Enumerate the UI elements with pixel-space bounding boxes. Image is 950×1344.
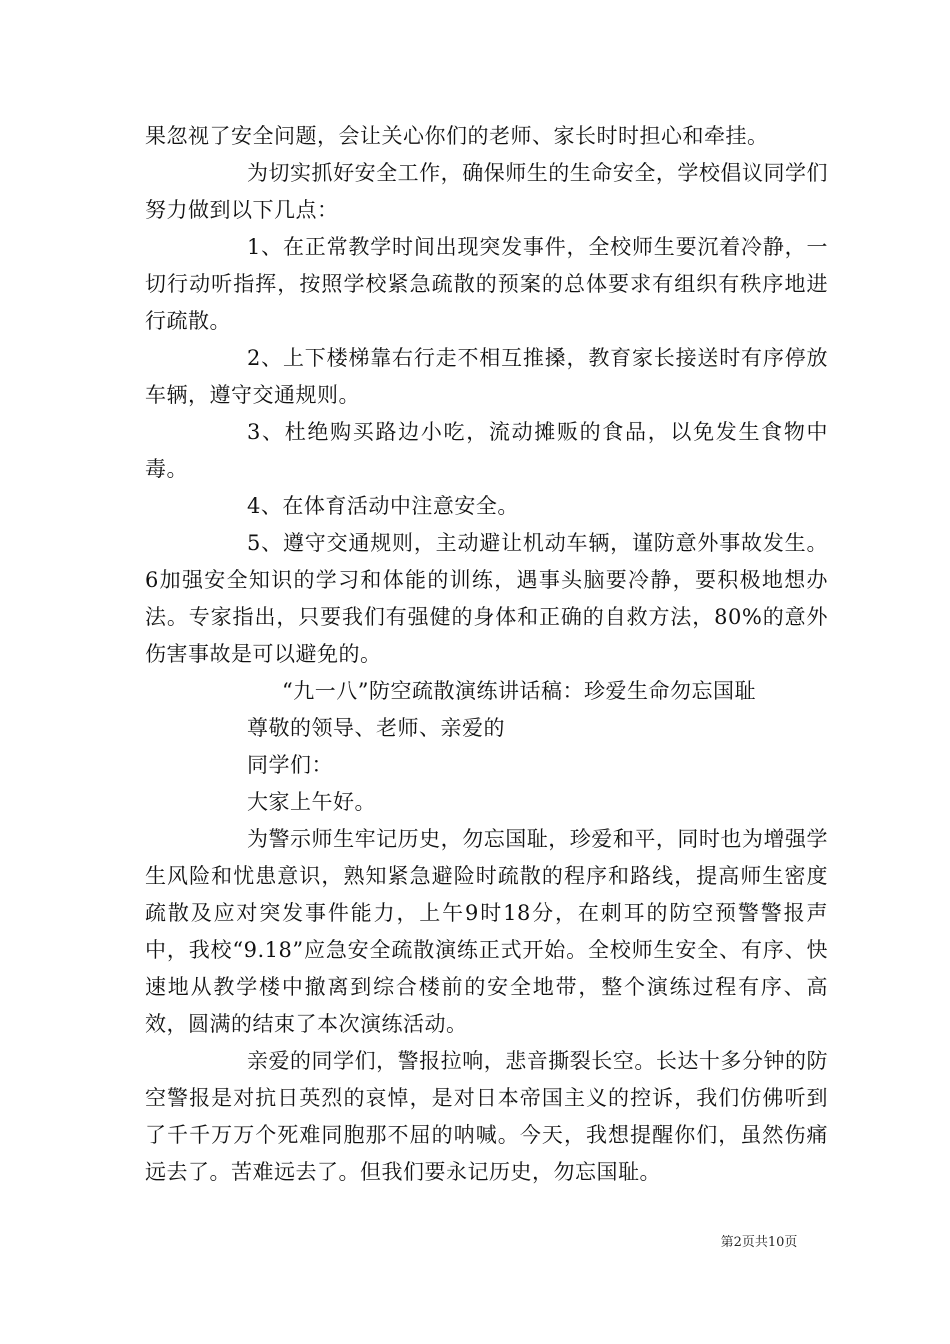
paragraph-item-4: 4、在体育活动中注意安全。 <box>247 494 519 518</box>
document-body <box>145 118 828 1191</box>
speech-paragraph-2: 亲爱的同学们，警报拉响，悲音撕裂长空。长达十多分钟的防空警报是对抗日英烈的哀悼，是对日本帝国主义的控诉，我们仿佛听到了千千万万个死难同胞那不屈的呐喊。今天，我想提醒你们，虽然伤痛远去了。苦难远去了。但我们要永记历史，勿忘国耻。 <box>145 1049 828 1184</box>
paragraph-item-3: 3、杜绝购买路边小吃，流动摊贩的食品，以免发生食物中毒。 <box>145 420 828 481</box>
page-footer <box>0 1231 950 1250</box>
page-number-label: 第2页共10页 <box>720 1235 798 1250</box>
paragraph-item-5: 5、遵守交通规则，主动避让机动车辆，谨防意外事故发生。6加强安全知识的学习和体能的训练，遇事头脑要冷静，要积极地想办法。专家指出，只要我们有强健的身体和正确的自救方法，80%的意外伤害事故是可以避免的。 <box>145 531 828 666</box>
paragraph-continuation: 果忽视了安全问题，会让关心你们的老师、家长时时担心和牵挂。 <box>145 124 769 148</box>
greeting-line-1: 尊敬的领导、老师、亲爱的 <box>247 716 505 740</box>
paragraph-intro: 为切实抓好安全工作，确保师生的生命安全，学校倡议同学们努力做到以下几点： <box>145 161 828 222</box>
paragraph-item-1: 1、在正常教学时间出现突发事件，全校师生要沉着冷静，一切行动听指挥，按照学校紧急疏散的预案的总体要求有组织有秩序地进行疏散。 <box>145 235 828 333</box>
speech-title: “九一八”防空疏散演练讲话稿：珍爱生命勿忘国耻 <box>282 679 756 703</box>
greeting-line-2: 同学们： <box>247 753 333 777</box>
greeting-line-3: 大家上午好。 <box>247 790 376 814</box>
paragraph-item-2: 2、上下楼梯靠右行走不相互推搡，教育家长接送时有序停放车辆，遵守交通规则。 <box>145 346 828 407</box>
speech-paragraph-1: 为警示师生牢记历史，勿忘国耻，珍爱和平，同时也为增强学生风险和忧患意识，熟知紧急避险时疏散的程序和路线，提高师生密度疏散及应对突发事件能力，上午9时18分，在刺耳的防空预警警报声中，我校“9.18”应急安全疏散演练正式开始。全校师生安全、有序、快速地从教学楼中撤离到综合楼前的安全地带，整个演练过程有序、高效，圆满的结束了本次演练活动。 <box>145 827 828 1036</box>
